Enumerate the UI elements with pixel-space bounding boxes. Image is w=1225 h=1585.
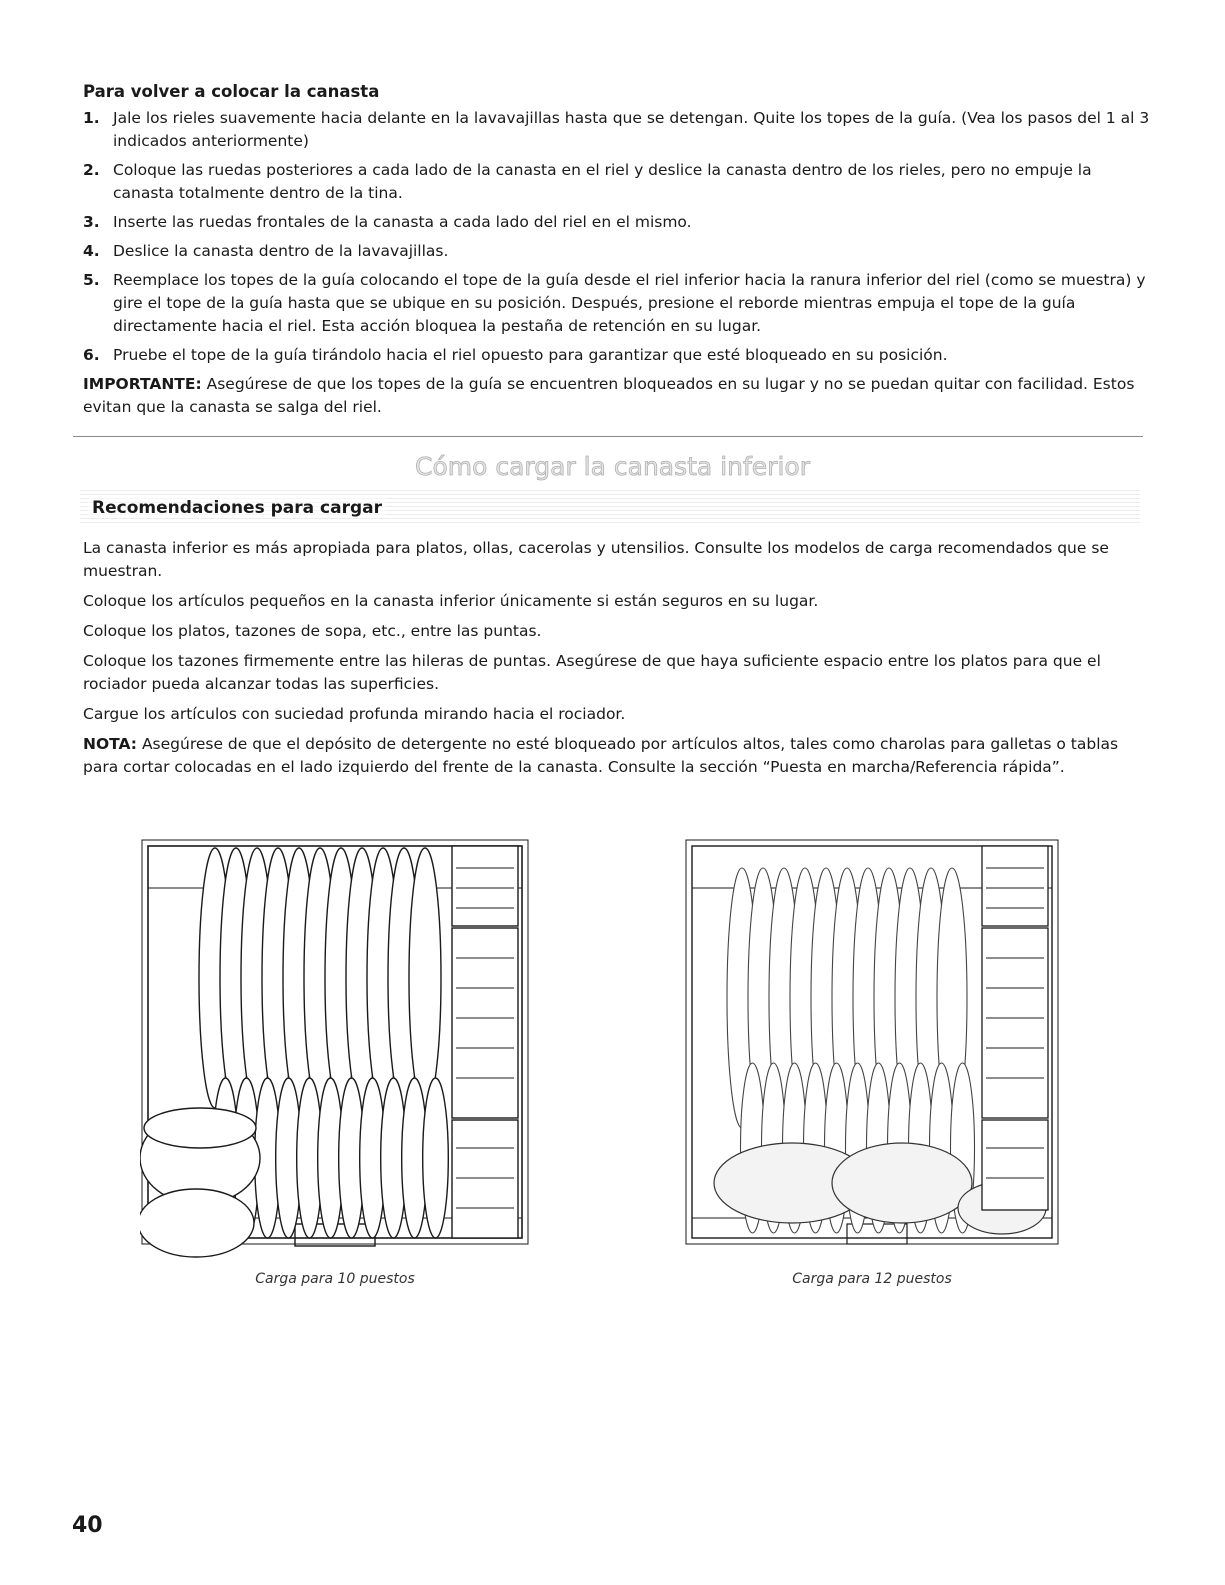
rack-10-drawing	[140, 828, 530, 1258]
section-divider	[73, 436, 1143, 437]
bowl-shape	[140, 1189, 254, 1257]
figure-caption-10: Carga para 10 puestos	[255, 1271, 415, 1287]
loading-paragraph: Coloque los platos, tazones de sopa, etc., entre las puntas.	[83, 622, 542, 640]
figure-caption-12: Carga para 12 puestos	[792, 1271, 952, 1287]
silverware-basket	[982, 846, 1048, 926]
plate-shape	[423, 1078, 449, 1238]
rack-12-place-illustration	[682, 828, 1062, 1258]
step-item: 3. Inserte las ruedas frontales de la canasta a cada lado del riel en el mismo.	[83, 213, 692, 231]
silverware-basket	[982, 1120, 1048, 1210]
important-text: Asegúrese de que los topes de la guía se encuentren bloqueados en su lugar y no se puedan quitar con facilidad. Estos evitan que la canasta se salga del riel.	[83, 375, 1135, 416]
rack-10-place-illustration	[140, 828, 530, 1258]
rack-12-drawing	[682, 828, 1062, 1258]
reinstall-section	[83, 82, 1153, 419]
important-note	[83, 373, 1153, 419]
plate-shape	[409, 848, 441, 1108]
step-item: 2. Coloque las ruedas posteriores a cada lado de la canasta en el riel y deslice la canasta dentro de los rieles, pero no empuje la canasta totalmente dentro de la tina.	[83, 161, 1092, 202]
loading-paragraph: Cargue los artículos con suciedad profunda mirando hacia el rociador.	[83, 705, 626, 723]
note-label: NOTA:	[83, 735, 138, 753]
silverware-basket	[452, 1120, 518, 1238]
loading-paragraph: La canasta inferior es más apropiada para platos, ollas, cacerolas y utensilios. Consulte los modelos de carga recomendados que se muestran.	[83, 539, 1109, 580]
reinstall-heading: Para volver a colocar la canasta	[83, 82, 380, 101]
step-item: 5. Reemplace los topes de la guía colocando el tope de la guía desde el riel inferior hacia la ranura inferior del riel (como se muestra) y gire el tope de la guía hasta que se ubique en su posición. Después, presione el reborde mientras empuja el tope de la guía directamente hacia el riel. Esta acción bloquea la pestaña de retención en su lugar.	[83, 271, 1146, 335]
loading-paragraph: Coloque los tazones firmemente entre las hileras de puntas. Asegúrese de que haya suficiente espacio entre los platos para que el rociador pueda alcanzar todas las superficies.	[83, 652, 1101, 693]
step-item: 4. Deslice la canasta dentro de la lavavajillas.	[83, 242, 449, 260]
note-text: Asegúrese de que el depósito de detergente no esté bloqueado por artículos altos, tales como charolas para galletas o tablas para cortar colocadas en el lado izquierdo del frente de la canasta. Consulte la sección “Puesta en marcha/Referencia rápida”.	[83, 735, 1119, 776]
silverware-basket	[452, 928, 518, 1118]
bowl-shape	[832, 1143, 972, 1223]
page-number: 40	[72, 1513, 103, 1538]
section-title: Cómo cargar la canasta inferior	[415, 452, 810, 481]
step-item: 1. Jale los rieles suavemente hacia delante en la lavavajillas hasta que se detengan. Quite los topes de la guía. (Vea los pasos del 1 al 3 indicados anteriormente)	[83, 109, 1150, 150]
silverware-basket	[452, 846, 518, 926]
loading-note	[83, 733, 1148, 779]
important-label: IMPORTANTE:	[83, 375, 202, 393]
silverware-basket	[982, 928, 1048, 1118]
step-item: 6. Pruebe el tope de la guía tirándolo hacia el riel opuesto para garantizar que esté bloqueado en su posición.	[83, 346, 948, 364]
loading-section	[83, 537, 1148, 786]
loading-paragraph: Coloque los artículos pequeños en la canasta inferior únicamente si están seguros en su lugar.	[83, 592, 819, 610]
loading-subheading: Recomendaciones para cargar	[88, 498, 386, 518]
reinstall-steps	[83, 107, 1153, 367]
